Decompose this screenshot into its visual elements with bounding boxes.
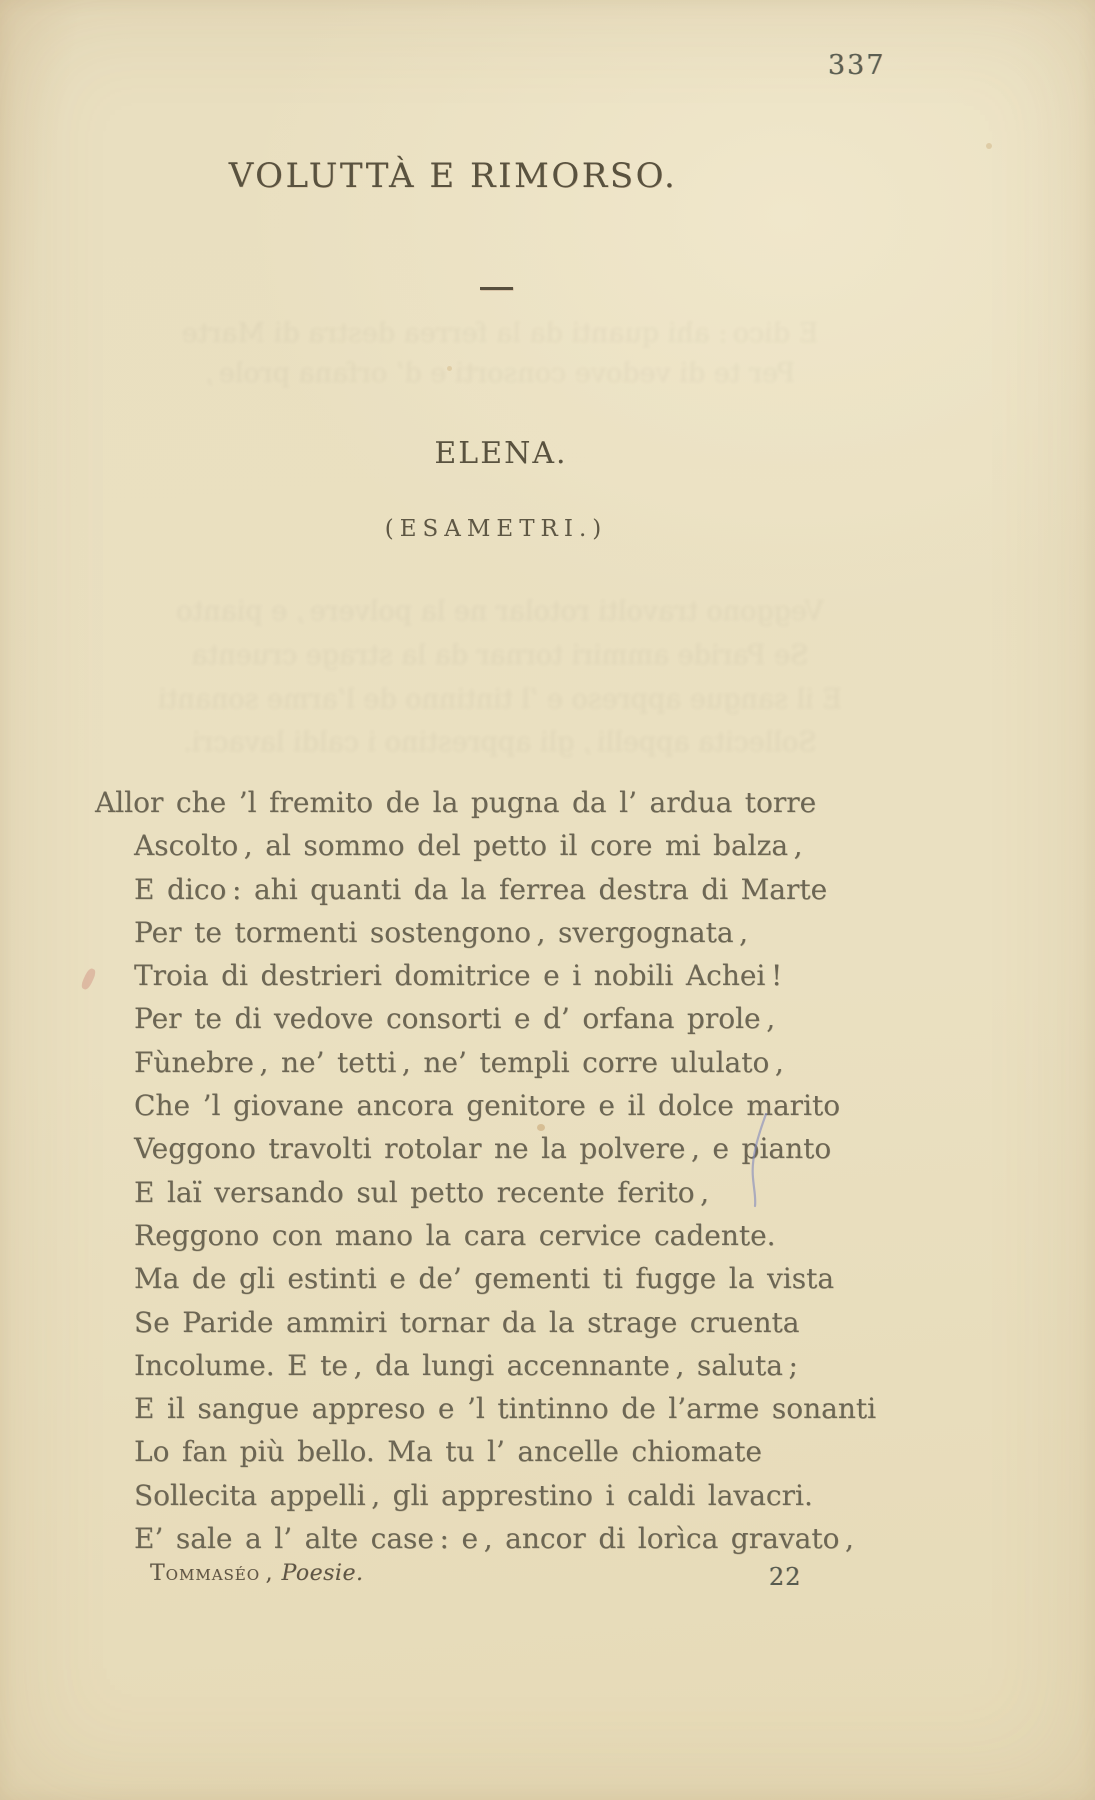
poem-line: Reggono con mano la cara cervice cadente. [134, 1218, 776, 1252]
show-through-ghost: Per te di vedove consorti e d’ orfana prole , [204, 358, 796, 389]
poem-line: Sollecita appelli , gli apprestino i caldi lavacri. [134, 1478, 813, 1512]
section-subheading: (ESAMETRI.) [384, 516, 608, 542]
poem-line: Ma de gli estinti e de’ gementi ti fugge la vista [134, 1262, 835, 1296]
poem-line: Veggono travolti rotolar ne la polvere , e pianto [134, 1132, 832, 1166]
poem-line: Incolume. E te , da lungi accennante , saluta ; [134, 1348, 798, 1382]
poem-title: VOLUTTÀ E RIMORSO. [228, 156, 678, 196]
poem-line: Troia di destrieri domitrice e i nobili Achei ! [134, 959, 783, 993]
divider-rule [480, 287, 513, 290]
section-heading: ELENA. [434, 436, 568, 471]
poem-line: E laï versando sul petto recente ferito , [134, 1175, 710, 1209]
poem-line: Per te di vedove consorti e d’ orfana prole , [134, 1002, 776, 1036]
poem-line: E dico : ahi quanti da la ferrea destra di Marte [134, 872, 828, 906]
work-title: Poesie. [281, 1561, 364, 1586]
poem-line: E’ sale a l’ alte case : e , ancor di lorìca gravato , [134, 1522, 854, 1556]
poem-line: E il sangue appreso e ’l tintinno de l’arme sonanti [134, 1392, 877, 1426]
paper-speck [447, 366, 452, 371]
show-through-ghost: E dico : ahi quanti da la ferrea destra di Marte [181, 318, 819, 349]
show-through-ghost: E il sangue appreso e ’l tintinno de l’arme sonanti [158, 684, 843, 715]
show-through-ghost: Veggono travolti rotolar ne la polvere , e pianto [176, 596, 824, 627]
show-through-ghost: Se Paride ammiri tornar da la strage cruenta [191, 640, 809, 671]
poem-line: Lo fan più bello. Ma tu l’ ancelle chiomate [134, 1435, 763, 1469]
poem-line: Se Paride ammiri tornar da la strage cruenta [134, 1305, 800, 1339]
poem-line: Che ’l giovane ancora genitore e il dolce marito [134, 1089, 841, 1123]
show-through-ghost: Sollecita appelli , gli apprestino i caldi lavacri. [183, 727, 817, 758]
poem-line: Per te tormenti sostengono , svergognata , [134, 915, 749, 949]
signature-number: 22 [769, 1563, 802, 1591]
poem-line: Ascolto , al sommo del petto il core mi balza , [134, 829, 803, 863]
author-name: Tommaséo , [150, 1561, 274, 1586]
poem-line: Allor che ’l fremito de la pugna da l’ ardua torre [95, 786, 817, 819]
footer-attribution [150, 1561, 363, 1586]
paper-speck [986, 143, 992, 149]
poem-line: Fùnebre , ne’ tetti , ne’ templi corre ululato , [134, 1045, 784, 1079]
page-number: 337 [828, 50, 886, 81]
page-footer [0, 1561, 1095, 1601]
poem [95, 781, 1035, 1560]
